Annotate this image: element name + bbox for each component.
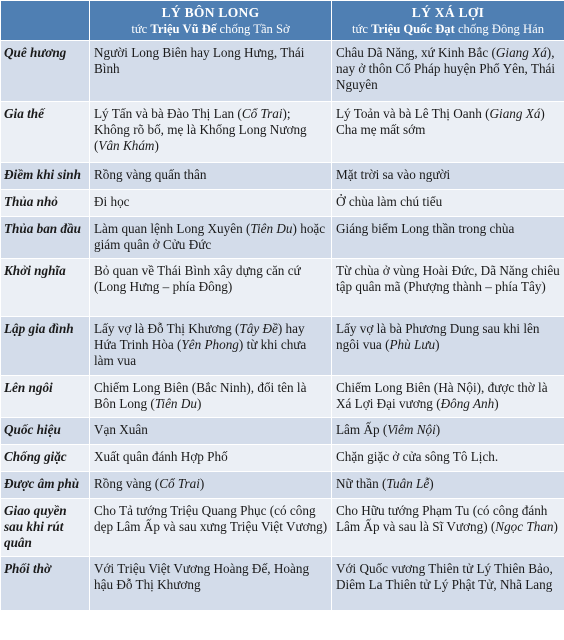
cell-text: ), nay ở thôn Cổ Pháp huyện Phổ Yên, Thái Nguyên [336, 45, 556, 92]
cell-text: ) Cha mẹ mất sớm [336, 106, 545, 137]
cell-text: ) hay Hứa Trinh Hòa ( [94, 321, 305, 352]
cell-text: ) [553, 519, 558, 534]
row-label: Thủa nhỏ [1, 190, 90, 217]
header-name: LÝ BÔN LONG [161, 5, 260, 20]
cell-text: Làm quan lệnh Long Xuyên ( [94, 221, 251, 236]
row-label: Được âm phù [1, 472, 90, 499]
row-label: Thủa ban đầu [1, 217, 90, 259]
header-subtitle: tức Triệu Vũ Đế chống Tần Sở [131, 22, 290, 36]
place-name: Cổ Trai [159, 476, 200, 491]
cell-text: Châu Dã Năng, xứ Kinh Bắc ( [336, 45, 496, 60]
cell-ly-xa-loi [332, 499, 564, 557]
table-row [1, 259, 564, 317]
cell-text: ) [435, 422, 441, 437]
cell-ly-bon-long [90, 557, 332, 611]
header-col-ly-xa-loi [332, 1, 564, 41]
cell-ly-bon-long [90, 163, 332, 190]
cell-ly-bon-long [90, 445, 332, 472]
header-col-ly-bon-long [90, 1, 332, 41]
place-name: Phù Lưu [389, 337, 436, 352]
cell-text: Bỏ quan về Thái Bình xây dựng căn cứ (Long Hưng – phía Đông) [94, 263, 301, 294]
table-row [1, 41, 564, 102]
cell-text: Lấy vợ là Đỗ Thị Khương ( [94, 321, 240, 336]
cell-ly-xa-loi [332, 472, 564, 499]
place-name: Tiên Du [250, 221, 293, 236]
cell-ly-bon-long [90, 259, 332, 317]
cell-text: Vạn Xuân [94, 422, 148, 437]
table-row [1, 190, 564, 217]
cell-ly-xa-loi [332, 445, 564, 472]
cell-ly-xa-loi [332, 376, 564, 418]
cell-text: ) [429, 476, 434, 491]
cell-ly-xa-loi [332, 418, 564, 445]
cell-text: Người Long Biên hay Long Hưng, Thái Bình [94, 45, 305, 76]
cell-text: Lâm Ấp ( [336, 422, 388, 437]
place-name: Yên Phong [181, 337, 239, 352]
cell-text: Cho Hữu tướng Phạm Tu (có công đánh Lâm Ấp và sau là Sĩ Vương) ( [336, 503, 548, 534]
cell-text: Nữ thần ( [336, 476, 387, 491]
table-row [1, 102, 564, 163]
row-label: Chống giặc [1, 445, 90, 472]
header-row [1, 1, 564, 41]
row-label: Quê hương [1, 41, 90, 102]
cell-text: ) từ khi chưa làm vua [94, 337, 307, 368]
row-label: Lập gia đình [1, 317, 90, 376]
cell-ly-bon-long [90, 472, 332, 499]
cell-text: ) [435, 337, 440, 352]
cell-text: Mặt trời sa vào người [336, 167, 451, 182]
cell-text: ); Không rõ bố, mẹ là Khổng Long Nương ( [94, 106, 307, 153]
place-name: Tiên Du [154, 396, 197, 411]
place-name: Ngọc Than [495, 519, 554, 534]
cell-ly-xa-loi [332, 190, 564, 217]
cell-ly-bon-long [90, 317, 332, 376]
place-name: Giang Xá [495, 45, 547, 60]
table-row [1, 217, 564, 259]
place-name: Viêm Nội [387, 422, 436, 437]
cell-text: ) hoặc giám quân ở Cửu Đức [94, 221, 326, 252]
cell-text: Rồng vàng ( [94, 476, 160, 491]
cell-text: Chiếm Long Biên (Bắc Ninh), đổi tên là Bôn Long ( [94, 380, 307, 411]
cell-text: Chiếm Long Biên (Hà Nội), được thờ là Xá Lợi Đại vương ( [336, 380, 548, 411]
place-name: Vân Khám [98, 138, 155, 153]
place-name: Đông Anh [440, 396, 495, 411]
place-name: Cổ Trai [241, 106, 283, 121]
cell-text: Cho Tả tướng Triệu Quang Phục (có công dẹp Lâm Ấp và sau xưng Triệu Việt Vương) [94, 503, 328, 534]
cell-text: ) [494, 396, 499, 411]
cell-text: ) [199, 476, 205, 491]
cell-text: Giáng biểm Long thần trong chùa [336, 221, 515, 236]
cell-ly-bon-long [90, 217, 332, 259]
row-label: Quốc hiệu [1, 418, 90, 445]
table-row [1, 445, 564, 472]
cell-text: Xuất quân đánh Hợp Phố [94, 449, 228, 464]
cell-text: ) [196, 396, 202, 411]
cell-ly-xa-loi [332, 217, 564, 259]
table-row [1, 418, 564, 445]
cell-ly-bon-long [90, 41, 332, 102]
cell-ly-xa-loi [332, 557, 564, 611]
cell-ly-bon-long [90, 418, 332, 445]
cell-ly-xa-loi [332, 259, 564, 317]
row-label: Lên ngôi [1, 376, 90, 418]
cell-ly-xa-loi [332, 41, 564, 102]
cell-ly-xa-loi [332, 163, 564, 190]
table-row [1, 376, 564, 418]
cell-text: Lý Toản và bà Lê Thị Oanh ( [336, 106, 490, 121]
header-subtitle: tức Triệu Quốc Đạt chống Đông Hán [352, 22, 544, 36]
cell-text: ) [154, 138, 159, 153]
cell-ly-xa-loi [332, 102, 564, 163]
cell-text: Với Triệu Việt Vương Hoàng Đế, Hoàng hậu Đỗ Thị Khương [94, 561, 310, 592]
row-label: Gia thế [1, 102, 90, 163]
cell-text: Từ chùa ở vùng Hoài Đức, Dã Năng chiêu tập quân mã (Phượng thành – phía Tây) [336, 263, 560, 294]
cell-ly-bon-long [90, 376, 332, 418]
table-body [1, 41, 564, 611]
cell-text: Lý Tấn và bà Đào Thị Lan ( [94, 106, 242, 121]
table-row [1, 317, 564, 376]
table-row [1, 472, 564, 499]
cell-ly-bon-long [90, 499, 332, 557]
cell-text: Đi học [94, 194, 130, 209]
cell-text: Lấy vợ là bà Phương Dung sau khi lên ngôi vua ( [336, 321, 540, 352]
row-label: Giao quyền sau khi rút quân [1, 499, 90, 557]
table-row [1, 163, 564, 190]
row-label: Khởi nghĩa [1, 259, 90, 317]
cell-text: Rồng vàng quấn thân [94, 167, 207, 182]
header-corner-cell [1, 1, 90, 41]
place-name: Giang Xá [489, 106, 541, 121]
table-row [1, 499, 564, 557]
cell-ly-bon-long [90, 102, 332, 163]
table-row [1, 557, 564, 611]
place-name: Tây Đề [239, 321, 278, 336]
header-name: LÝ XÁ LỢI [411, 5, 485, 20]
cell-text: Chặn giặc ở cửa sông Tô Lịch. [336, 449, 499, 464]
row-label: Điềm khi sinh [1, 163, 90, 190]
cell-text: Với Quốc vương Thiên tử Lý Thiên Bảo, Diêm La Thiên tử Lý Phật Tử, Nhã Lang [336, 561, 553, 592]
cell-text: Ở chùa làm chú tiểu [336, 194, 443, 209]
place-name: Tuân Lễ [386, 476, 430, 491]
cell-ly-xa-loi [332, 317, 564, 376]
cell-ly-bon-long [90, 190, 332, 217]
row-label: Phối thờ [1, 557, 90, 611]
